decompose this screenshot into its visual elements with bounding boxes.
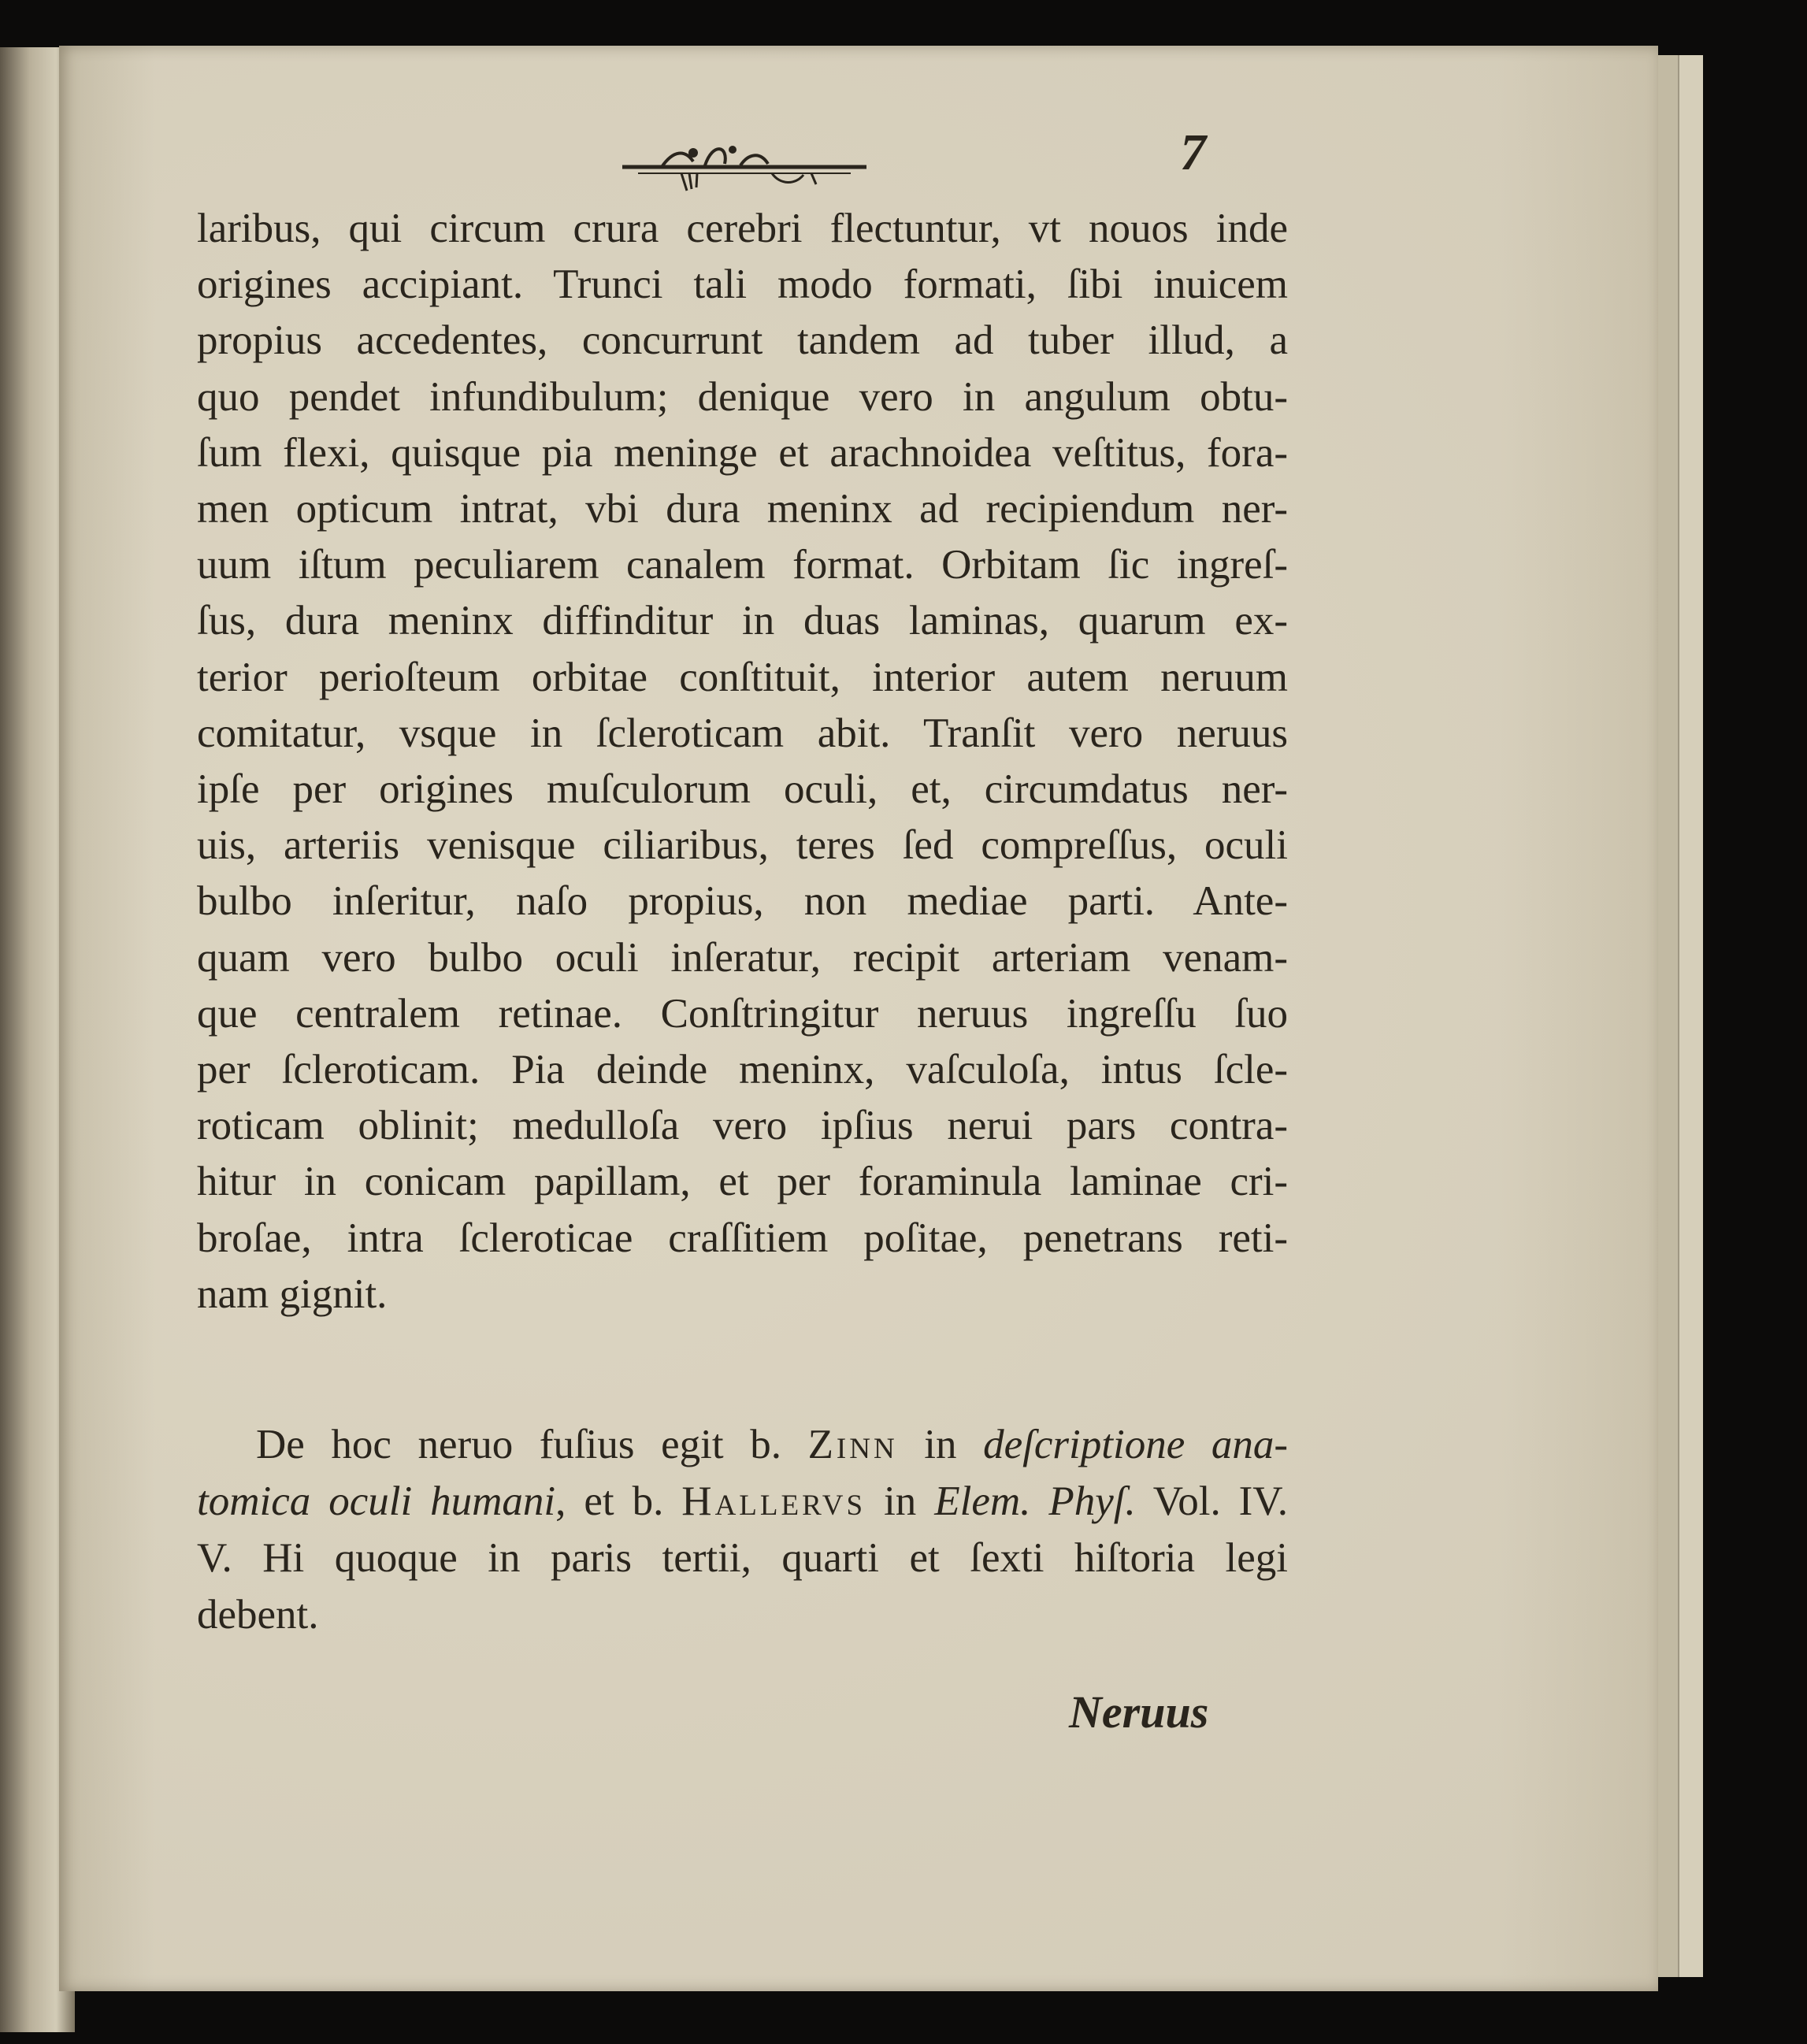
- author-name-haller: Hallervs: [681, 1478, 866, 1524]
- footnote-paragraph: [197, 1416, 1288, 1643]
- main-text-block: [197, 201, 1288, 1322]
- text-line: men opticum intrat, vbi dura meninx ad recipiendum ner-: [197, 486, 1288, 532]
- text-line: terior perioſteum orbitae conſtituit, interior autem neruum: [197, 654, 1288, 700]
- text-line: ſum flexi, quisque pia meninge et arachnoidea veſtitus, fora-: [197, 429, 1288, 476]
- footnote-line: [197, 1473, 1288, 1530]
- text-line: bulbo inſeritur, naſo propius, non mediae parti. Ante-: [197, 878, 1288, 925]
- book-title: tomica oculi humani: [197, 1478, 556, 1524]
- page-number: 7: [1180, 124, 1206, 181]
- text-line: quo pendet infundibulum; denique vero in angulum obtu-: [197, 373, 1288, 420]
- text-line: uis, arteriis venisque ciliaribus, teres ſed compreſſus, oculi: [197, 822, 1288, 869]
- decorative-vine-ornament-icon: [614, 118, 874, 205]
- text-line: ipſe per origines muſculorum oculi, et, circumdatus ner-: [197, 766, 1288, 813]
- author-name-zinn: Zinn: [807, 1422, 898, 1467]
- text-line: origines accipiant. Trunci tali modo formati, ſibi inuicem: [197, 262, 1288, 308]
- text-line: que centralem retinae. Conſtringitur neruus ingreſſu ſuo: [197, 990, 1288, 1037]
- footnote-line: [197, 1416, 1288, 1473]
- footnote-text: , et b.: [555, 1478, 682, 1524]
- text-line: broſae, intra ſcleroticae craſſitiem poſitae, penetrans reti-: [197, 1215, 1288, 1261]
- footnote-text: in: [897, 1422, 984, 1467]
- text-line: uum iſtum peculiarem canalem format. Orbitam ſic ingreſ-: [197, 542, 1288, 588]
- text-line: quam vero bulbo oculi inſeratur, recipit arteriam venam-: [197, 934, 1288, 981]
- text-line: comitatur, vsque in ſcleroticam abit. Tranſit vero neruus: [197, 710, 1288, 756]
- footnote-text: in: [866, 1478, 935, 1524]
- book-title: Elem. Phyſ.: [934, 1478, 1136, 1524]
- text-line: propius accedentes, concurrunt tandem ad tuber illud, a: [197, 317, 1288, 364]
- catchword: Neruus: [1069, 1686, 1209, 1738]
- book-title: deſcriptione ana-: [983, 1422, 1288, 1467]
- text-line: roticam oblinit; medulloſa vero ipſius nerui pars contra-: [197, 1103, 1288, 1149]
- footnote-line: debent.: [197, 1592, 319, 1638]
- page-stack-edge: [1678, 55, 1703, 1977]
- footnote-text: De hoc neruo fuſius egit b.: [256, 1422, 808, 1467]
- footnote-line: V. Hi quoque in paris tertii, quarti et ſexti hiſtoria legi: [197, 1535, 1288, 1581]
- footnote-text: Vol. IV.: [1135, 1478, 1288, 1524]
- text-line: laribus, qui circum crura cerebri flectuntur, vt nouos inde: [197, 206, 1288, 251]
- text-line: nam gignit.: [197, 1271, 388, 1317]
- text-line: hitur in conicam papillam, et per foraminula laminae cri-: [197, 1159, 1288, 1205]
- text-line: ſus, dura meninx diffinditur in duas laminas, quarum ex-: [197, 598, 1288, 644]
- text-line: per ſcleroticam. Pia deinde meninx, vaſculoſa, intus ſcle-: [197, 1047, 1288, 1093]
